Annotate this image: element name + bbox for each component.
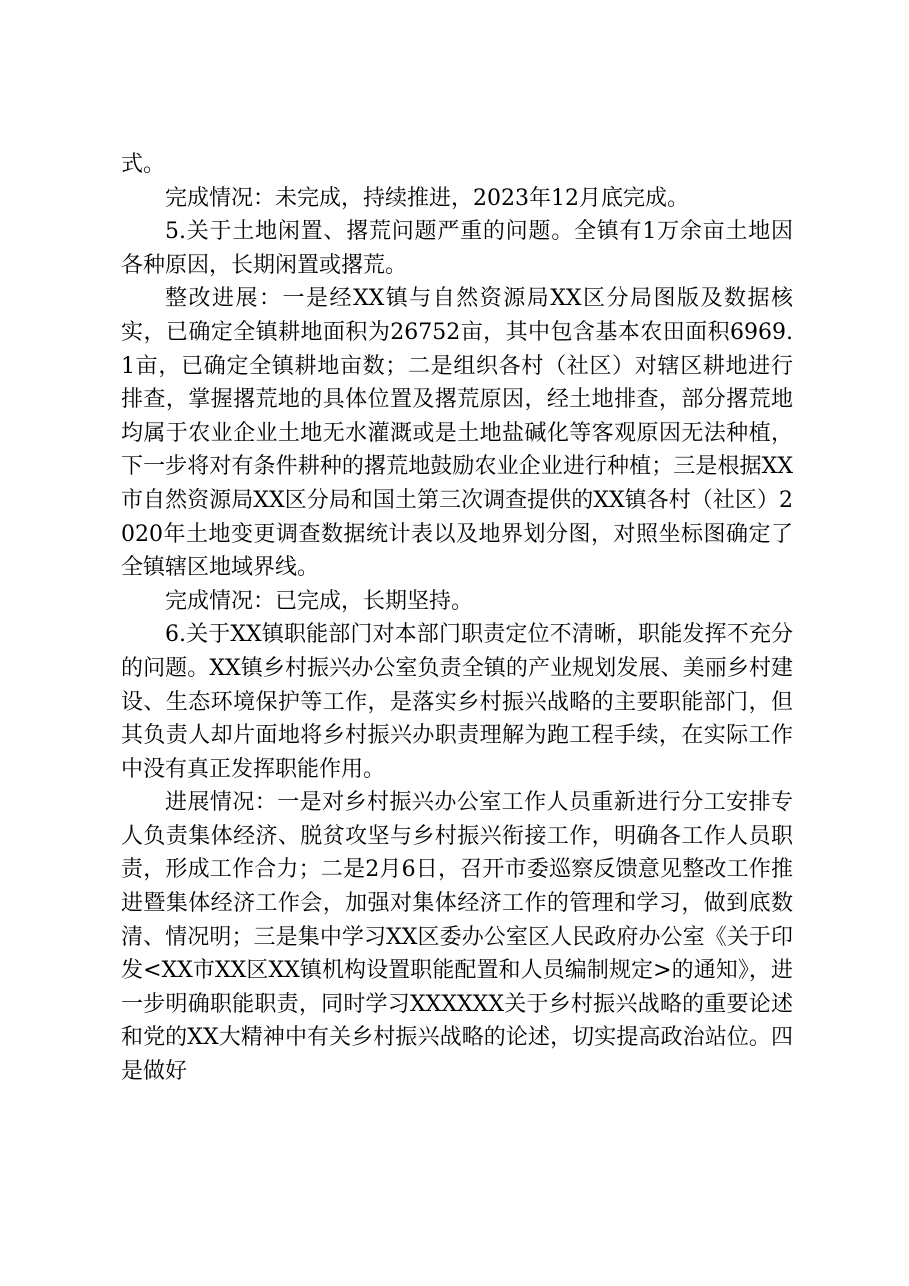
- paragraph-continuation: 式。: [121, 152, 166, 177]
- paragraph-completion-status-4: 完成情况：未完成，持续推进，2023年12月底完成。: [165, 185, 689, 211]
- paragraph-rectification-progress-5: 整改进展：一是经XX镇与自然资源局XX区分局图版及数据核实，已确定全镇耕地面积为26752亩，其中包含基本农田面积6969.1亩，已确定全镇耕地亩数；二是组织各村（社区）对辖区耕地进行排查，掌握撂荒地的具体位置及撂荒原因，经土地排查，部分撂荒地均属于农业企业土地无水灌溉或是土地盐碱化等客观原因无法种植，下一步将对有条件耕种的撂荒地鼓励农业企业进行种植；三是根据XX市自然资源局XX区分局和国土第三次调查提供的XX镇各村（社区）2020年土地变更调查数据统计表以及地界划分图，对照坐标图确定了全镇辖区地域界线。: [121, 286, 793, 581]
- document-body: [121, 148, 793, 1089]
- paragraph-completion-status-5: 完成情况：已完成，长期坚持。: [165, 588, 474, 614]
- paragraph-progress-6: 进展情况：一是对乡村振兴办公室工作人员重新进行分工安排专人负责集体经济、脱贫攻坚与乡村振兴衔接工作，明确各工作人员职责，形成工作合力；二是2月6日，召开市委巡察反馈意见整改工作推进暨集体经济工作会，加强对集体经济工作的管理和学习，做到底数清、情况明；三是集中学习XX区委办公室区人民政府办公室《关于印发<XX市XX区XX镇机构设置职能配置和人员编制规定>的通知》，进一步明确职能职责，同时学习XXXXXX关于乡村振兴战略的重要论述和党的XX大精神中有关乡村振兴战略的论述，切实提高政治站位。四是做好: [121, 790, 793, 1085]
- paragraph-issue-5: 5.关于土地闲置、撂荒问题严重的问题。全镇有1万余亩土地因各种原因，长期闲置或撂荒。: [121, 219, 793, 278]
- paragraph-issue-6: 6.关于XX镇职能部门对本部门职责定位不清晰，职能发挥不充分的问题。XX镇乡村振兴办公室负责全镇的产业规划发展、美丽乡村建设、生态环境保护等工作，是落实乡村振兴战略的主要职能部门，但其负责人却片面地将乡村振兴办职责理解为跑工程手续，在实际工作中没有真正发挥职能作用。: [121, 622, 793, 782]
